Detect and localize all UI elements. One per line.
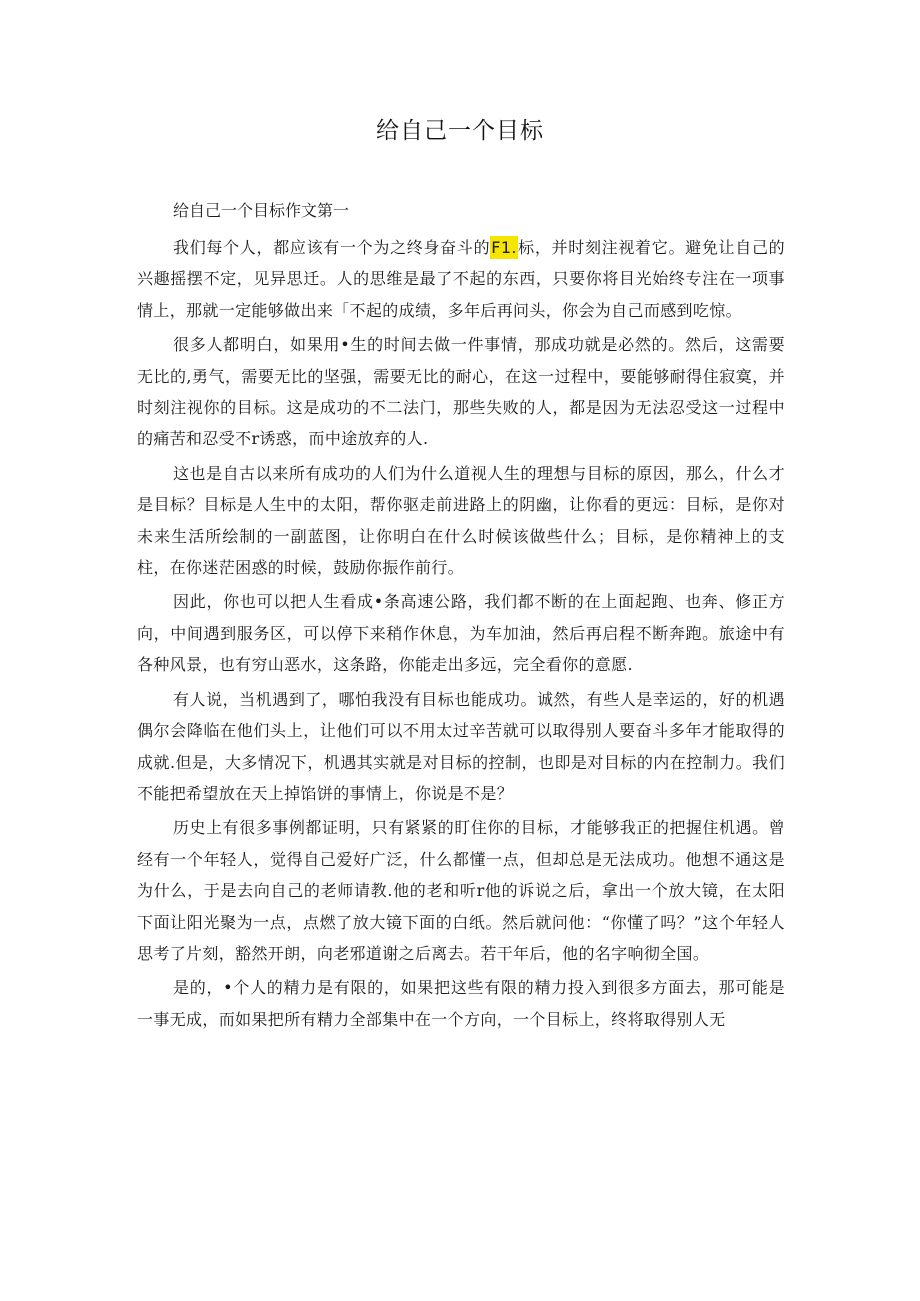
paragraph-4: 因此，你也可以把人生看成•条高速公路，我们都不断的在上面起跑、也奔、修正方向，中间遇到服务区，可以停下来稍作休息，为车加油，然后再启程不断奔跑。旅途中有各种风景，也有穷山恶水，这条路，你能走出多远，完全看你的意愿.: [137, 592, 785, 675]
document-body: [137, 194, 785, 1035]
paragraph-6: 历史上有很多事例都证明，只有紧紧的盯住你的目标，才能够我正的把握住机遇。曾经有一个年轻人，觉得自己爱好广泛，什么都懂一点，但却总是无法成功。他想不通这是为什么，于是去向自己的老师请教.他的老和听r他的诉说之后，拿出一个放大镜，在太阳下面让阳光聚为一点，点燃了放大镜下面的白纸。然后就问他：“你懂了吗？”这个年轻人思考了片刻，豁然开朗，向老邪道谢之后离去。若干年后，他的名字响彻全国。: [137, 818, 785, 963]
paragraph-1-text-before: 我们每个人，都应该有一个为之终身奋斗的: [173, 238, 491, 257]
paragraph-3: 这也是自古以来所有成功的人们为什么道视人生的理想与目标的原因，那么，什么才是目标？目标是人生中的太阳，帮你驱走前进路上的阴幽，让你看的更远：目标，是你对未来生活所绘制的一副蓝图，让你明白在什么时候该做些什么；目标，是你精神上的支柱，在你迷茫困惑的时候，鼓励你振作前行。: [137, 463, 785, 578]
highlighted-text: F1.: [491, 238, 517, 257]
paragraph-5: 有人说，当机遇到了，哪怕我没有目标也能成功。诚然，有些人是幸运的，好的机遇偶尔会降临在他们头上，让他们可以不用太过辛苦就可以取得别人要奋斗多年才能取得的成就.但是，大多情况下，机遇其实就是对目标的控制，也即是对目标的内在控制力。我们不能把希望放在天上掉馅饼的事情上，你说是不是？: [137, 689, 785, 803]
paragraph-7: 是的，•个人的精力是有限的，如果把这些有限的精力投入到很多方面去，那可能是一事无成，而如果把所有精力全部集中在一个方向，一个目标上，终将取得别人无: [137, 978, 785, 1029]
paragraph-1: [137, 232, 785, 326]
paragraph-2: 很多人都明白，如果用•生的时间去做一件事情，那成功就是必然的。然后，这需要无比的,勇气，需要无比的坚强，需要无比的耐心，在这一过程中，要能够耐得住寂寞，并时刻注视你的目标。这是成功的不二法门，那些失败的人，都是因为无法忍受这一过程中的痛苦和忍受不r诱惑，而中途放弃的人.: [137, 335, 785, 449]
paragraph-1-text-after: 标，并时刻注视着它。避免让自己的兴趣摇摆不定，见异思迁。人的思维是最了不起的东西，只要你将目光始终专注在一项事情上，那就一定能够做出来「不起的成绩，多年后再问头，你会为自己而感到吃惊。: [137, 238, 785, 320]
page-title: 给自己一个目标: [376, 118, 544, 144]
section-subtitle: 给自己一个目标作文第一: [173, 201, 350, 220]
